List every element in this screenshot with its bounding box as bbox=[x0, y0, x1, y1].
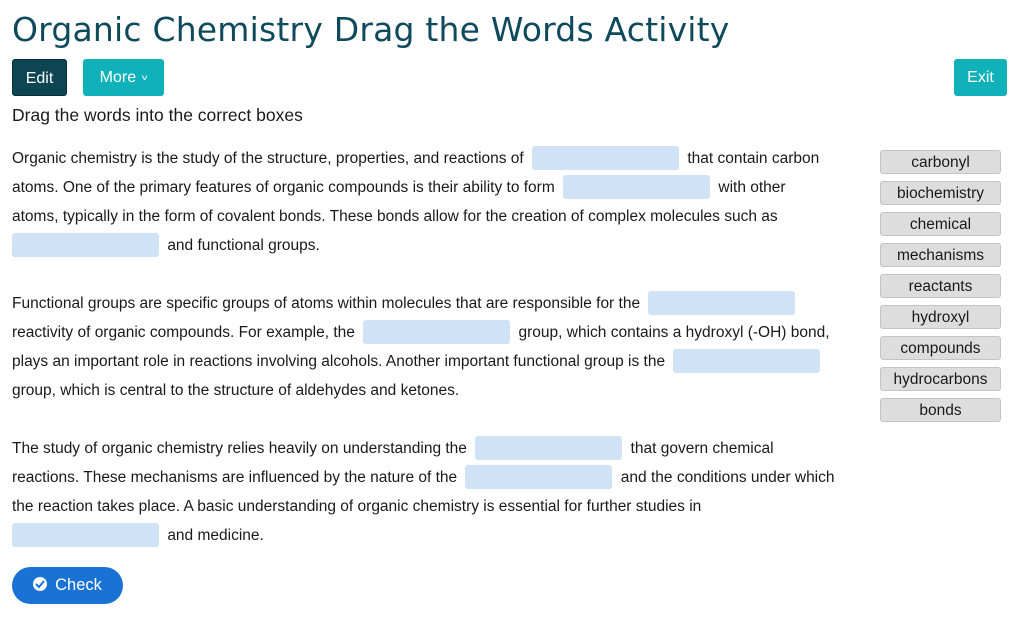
exit-button[interactable]: Exit bbox=[954, 59, 1007, 96]
paragraph-2 bbox=[12, 289, 830, 405]
check-button[interactable] bbox=[12, 567, 123, 604]
text-segment: plays an important role in reactions involving alcohols. Another important functional group is the bbox=[12, 353, 666, 370]
check-button-label: Check bbox=[55, 576, 102, 594]
text-segment: atoms, typically in the form of covalent bonds. These bonds allow for the creation of complex molecules such as bbox=[12, 208, 778, 225]
chevron-down-icon: ˅ bbox=[141, 73, 149, 83]
drop-zone-2[interactable] bbox=[563, 175, 710, 199]
check-circle-icon bbox=[33, 577, 47, 591]
text-segment: group, which is central to the structure of aldehydes and ketones. bbox=[12, 382, 460, 399]
instruction-text: Drag the words into the correct boxes bbox=[12, 105, 303, 125]
word-bank-item[interactable]: compounds bbox=[880, 336, 1001, 360]
drop-zone-9[interactable] bbox=[12, 523, 159, 547]
text-segment: that contain carbon bbox=[687, 150, 820, 167]
text-segment: reactivity of organic compounds. For example, the bbox=[12, 324, 355, 341]
word-bank-item[interactable]: hydrocarbons bbox=[880, 367, 1001, 391]
drop-zone-8[interactable] bbox=[465, 465, 612, 489]
text-segment: that govern chemical bbox=[630, 440, 774, 457]
drop-zone-1[interactable] bbox=[532, 146, 679, 170]
text-segment: the reaction takes place. A basic understanding of organic chemistry is essential for further studies in bbox=[12, 498, 702, 515]
drop-zone-7[interactable] bbox=[475, 436, 622, 460]
text-segment: reactions. These mechanisms are influenced by the nature of the bbox=[12, 469, 458, 486]
text-segment: Organic chemistry is the study of the structure, properties, and reactions of bbox=[12, 150, 524, 167]
more-button[interactable] bbox=[83, 59, 164, 96]
word-bank-item[interactable]: carbonyl bbox=[880, 150, 1001, 174]
word-bank-item[interactable]: reactants bbox=[880, 274, 1001, 298]
text-segment: group, which contains a hydroxyl (-OH) bond, bbox=[518, 324, 830, 341]
edit-button[interactable]: Edit bbox=[12, 59, 67, 96]
text-segment: with other bbox=[718, 179, 786, 196]
text-segment: and functional groups. bbox=[167, 237, 320, 254]
more-button-label: More bbox=[99, 69, 137, 86]
word-bank-item[interactable]: chemical bbox=[880, 212, 1001, 236]
page-title: Organic Chemistry Drag the Words Activity bbox=[12, 10, 730, 49]
word-bank-item[interactable]: biochemistry bbox=[880, 181, 1001, 205]
text-segment: Functional groups are specific groups of atoms within molecules that are responsible for the bbox=[12, 295, 641, 312]
text-segment: and medicine. bbox=[167, 527, 264, 544]
paragraph-3 bbox=[12, 434, 835, 550]
text-segment: The study of organic chemistry relies heavily on understanding the bbox=[12, 440, 467, 457]
text-segment: atoms. One of the primary features of organic compounds is their ability to form bbox=[12, 179, 555, 196]
drop-zone-4[interactable] bbox=[648, 291, 795, 315]
word-bank-item[interactable]: hydroxyl bbox=[880, 305, 1001, 329]
text-segment: and the conditions under which bbox=[620, 469, 835, 486]
drop-zone-6[interactable] bbox=[673, 349, 820, 373]
drop-zone-3[interactable] bbox=[12, 233, 159, 257]
word-bank-item[interactable]: mechanisms bbox=[880, 243, 1001, 267]
paragraph-1 bbox=[12, 144, 819, 260]
drop-zone-5[interactable] bbox=[363, 320, 510, 344]
word-bank-item[interactable]: bonds bbox=[880, 398, 1001, 422]
